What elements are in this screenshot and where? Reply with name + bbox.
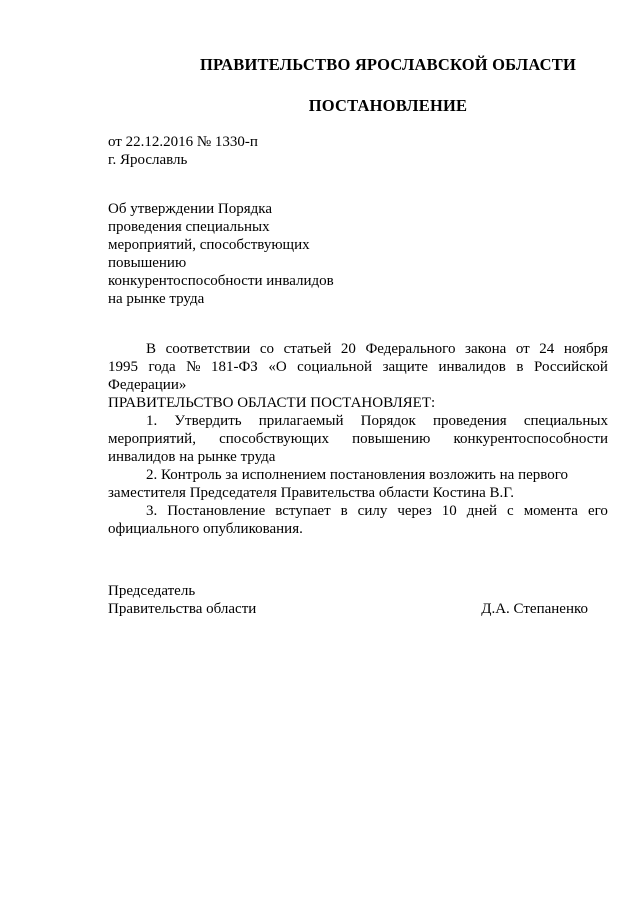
- word: Порядок: [360, 413, 416, 429]
- word: ноября: [563, 341, 608, 357]
- word: мероприятий,: [108, 431, 196, 447]
- paragraph-line: Федерации»: [108, 377, 187, 393]
- government-title: ПРАВИТЕЛЬСТВО ЯРОСЛАВСКОЙ ОБЛАСТИ: [199, 55, 577, 74]
- word: инвалидов: [438, 359, 506, 375]
- word: способствующих: [219, 431, 330, 447]
- word: в: [340, 503, 348, 519]
- word: года: [148, 359, 176, 375]
- word: со: [259, 341, 275, 357]
- date-number: от 22.12.2016 № 1330-п: [108, 134, 258, 150]
- word: социальной: [297, 359, 373, 375]
- word: дней: [466, 503, 498, 519]
- document-meta: [108, 133, 258, 169]
- item-line: инвалидов на рынке труда: [108, 449, 276, 465]
- paragraph-line: [108, 358, 608, 376]
- word: «О: [268, 359, 287, 375]
- word: В: [146, 341, 157, 357]
- word: закона: [465, 341, 507, 357]
- word: №: [186, 359, 201, 375]
- word: статьей: [283, 341, 332, 357]
- signer-position: Правительства области: [108, 601, 257, 617]
- item-line: [108, 430, 608, 448]
- word: вступает: [275, 503, 331, 519]
- subject-line: Об утверждении Порядка: [108, 201, 272, 217]
- subject-block: [108, 200, 378, 308]
- word: конкурентоспособности: [453, 431, 608, 447]
- word: 20: [340, 341, 356, 357]
- word: его: [587, 503, 608, 519]
- word: 1.: [146, 413, 158, 429]
- word: 10: [441, 503, 457, 519]
- word: 24: [539, 341, 555, 357]
- word: 3.: [146, 503, 158, 519]
- word: силу: [357, 503, 388, 519]
- word: с: [507, 503, 514, 519]
- word: 1995: [108, 359, 138, 375]
- word: Постановление: [167, 503, 266, 519]
- word: специальных: [523, 413, 608, 429]
- word: Утвердить: [174, 413, 242, 429]
- signer-position: Председатель: [108, 583, 196, 599]
- word: повышению: [352, 431, 431, 447]
- word: защите: [382, 359, 428, 375]
- word: от: [515, 341, 530, 357]
- item-line: заместителя Председателя Правительства области Костина В.Г.: [108, 485, 514, 501]
- signer-name: Д.А. Степаненко: [481, 601, 588, 617]
- subject-line: мероприятий, способствующих: [108, 237, 310, 253]
- city: г. Ярославль: [108, 152, 188, 168]
- word: момента: [523, 503, 578, 519]
- word: проведения: [432, 413, 507, 429]
- word: прилагаемый: [258, 413, 344, 429]
- word: через: [397, 503, 432, 519]
- item-line: [108, 412, 608, 430]
- word: Федерального: [365, 341, 456, 357]
- resolves-line: ПРАВИТЕЛЬСТВО ОБЛАСТИ ПОСТАНОВЛЯЕТ:: [108, 395, 436, 411]
- word: в: [516, 359, 524, 375]
- subject-line: на рынке труда: [108, 291, 205, 307]
- subject-line: конкурентоспособности инвалидов: [108, 273, 334, 289]
- item-line: [108, 502, 608, 520]
- document-type-title: ПОСТАНОВЛЕНИЕ: [308, 96, 468, 115]
- word: 181-ФЗ: [210, 359, 258, 375]
- word: соответствии: [165, 341, 251, 357]
- paragraph-line: [108, 340, 608, 358]
- subject-line: повышению: [108, 255, 187, 271]
- item-line: 2. Контроль за исполнением постановления возложить на первого: [146, 467, 569, 483]
- word: Российской: [534, 359, 608, 375]
- document-body: [108, 340, 608, 538]
- signature-block: [108, 582, 588, 618]
- item-line: официального опубликования.: [108, 521, 303, 537]
- subject-line: проведения специальных: [108, 219, 270, 235]
